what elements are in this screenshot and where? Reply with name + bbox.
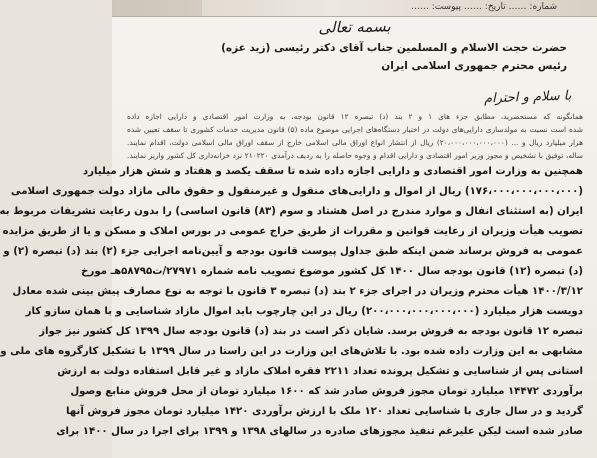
body-line: مشابهی به این وزارت داده شده بود. با تلاش‌های این وزارت در این راستا در سال ۱۳۹۹ با تشکیل کارگروه های ملی و (0, 346, 583, 357)
body-line: ۱۴۰۰/۳/۱۲ هیأت محترم وزیران در اجرای جزء ۲ بند (د) تبصره ۳ قانون با توجه به نوع مصارف پیش بینی شده معادل (12, 286, 583, 297)
body-line: ایران (به استثنای انفال و موارد مندرج در اصل هشتاد و سوم (۸۳) قانون اساسی) را بدون رعایت تشریفات مربوط به (0, 206, 583, 217)
letter-body (0, 110, 583, 446)
body-line: تبصره ۱۲ قانون بودجه به فروش برسد. شایان ذکر است در بند (د) قانون بودجه سال ۱۳۹۹ کل کشور نیز جواز (39, 326, 583, 337)
body-line: صادر شده است لیکن علیرغم تنفیذ مجوزهای صادره در سالهای ۱۳۹۸ و ۱۳۹۹ برای اجرا در سال ۱۴۰۰ برای (56, 426, 583, 437)
letter-number-date-field: شماره: …… تاریخ: …… پیوست: …… (410, 2, 557, 12)
recipient-line-2: رئیس محترم جمهوری اسلامی ایران (381, 60, 567, 72)
body-line: همچنین به وزارت امور اقتصادی و دارایی اجازه داده شده تا سقف یکصد و هفتاد و شش هزار میلیارد (82, 166, 583, 177)
body-line: (د) تبصره (۱۲) قانون بودجه سال ۱۴۰۰ کل کشور موضوع تصویب نامه شماره ۲۷۹۷۱/ت۵۸۷۹۵هـ مورخ (81, 266, 583, 277)
body-small-line: همانگونه که مستحضرید، مطابق جزء های ۱ و ۲ بند (د) تبصره ۱۲ قانون بودجه، به وزارت امور اقتصادی و دارایی اجازه داده (127, 112, 583, 121)
body-small-line: شده است نسبت به مولدسازی دارایی‌های دولت در اختیار دستگاه‌های اجرایی موضوع ماده (۵) قانون مدیریت خدمات کشوری تا سقف تعیین شده (127, 125, 583, 134)
body-line: دویست هزار میلیارد (۲۰۰،۰۰۰،۰۰۰،۰۰۰،۰۰۰) ریال در این چارچوب باید اموال مازاد شناسایی و با همان سازو کار (25, 306, 583, 317)
header-mark (112, 0, 202, 16)
salutation: با سلام و احترام (483, 88, 572, 107)
body-line: عمومی به فروش برساند ضمن اینکه طبق جداول پیوست قانون بودجه و آیین‌نامه اجرایی جزء (۲) بند (د) تبصره (۲) و (3, 246, 583, 257)
body-small-line: هزار میلیارد ریال و ... (۲۰،۰۰۰،۰۰۰،۰۰۰،۰۰۰) ریال از انتشار انواع اوراق مالی اسلامی خارج از سقف اوراق مالی اسلامی دولت، اقدام نمایند. (127, 138, 583, 147)
body-line: (۱۷۶،۰۰۰،۰۰۰،۰۰۰،۰۰۰) ریال از اموال و دارایی‌های منقول و غیرمنقول و حقوق مالی مازاد دولت جمهوری اسلامی (10, 186, 583, 197)
body-small-line: ساله، توفیق با تشخیص و مجوز وزیر امور اقتصادی و دارایی اقدام و وجوه حاصله را به ردیف درآمدی ۲۱۰۲۲۰ نزد خزانه‌داری کل کشور واریز نمایند. (127, 151, 583, 160)
body-line: برآوردی ۱۴۴۷۲ میلیارد تومان مجوز فروش صادر شد که ۱۶۰۰ میلیارد تومان از محل فروش منابع وصول (70, 386, 583, 397)
basmala-heading: بسمه تعالی (318, 17, 391, 37)
body-line: گردید و در سال جاری با شناسایی تعداد ۱۲۰ ملک با ارزش برآوردی ۱۴۲۰ میلیارد تومان مجوز فروش آنها (65, 406, 583, 417)
body-line: تصویب هیأت وزیران از رعایت قوانین و مقررات از طریق حراج عمومی در بورس املاک و مسکن و یا از طریق مزایده (2, 226, 583, 237)
body-line: استانی پس از شناسایی و تشکیل پرونده تعداد ۲۲۱۱ فقره املاک مازاد و غیر قابل استفاده دولت به ارزش (57, 366, 583, 377)
recipient-line-1: حضرت حجت الاسلام و المسلمین جناب آقای دکتر رئیسی (زید عزه) (221, 42, 567, 54)
